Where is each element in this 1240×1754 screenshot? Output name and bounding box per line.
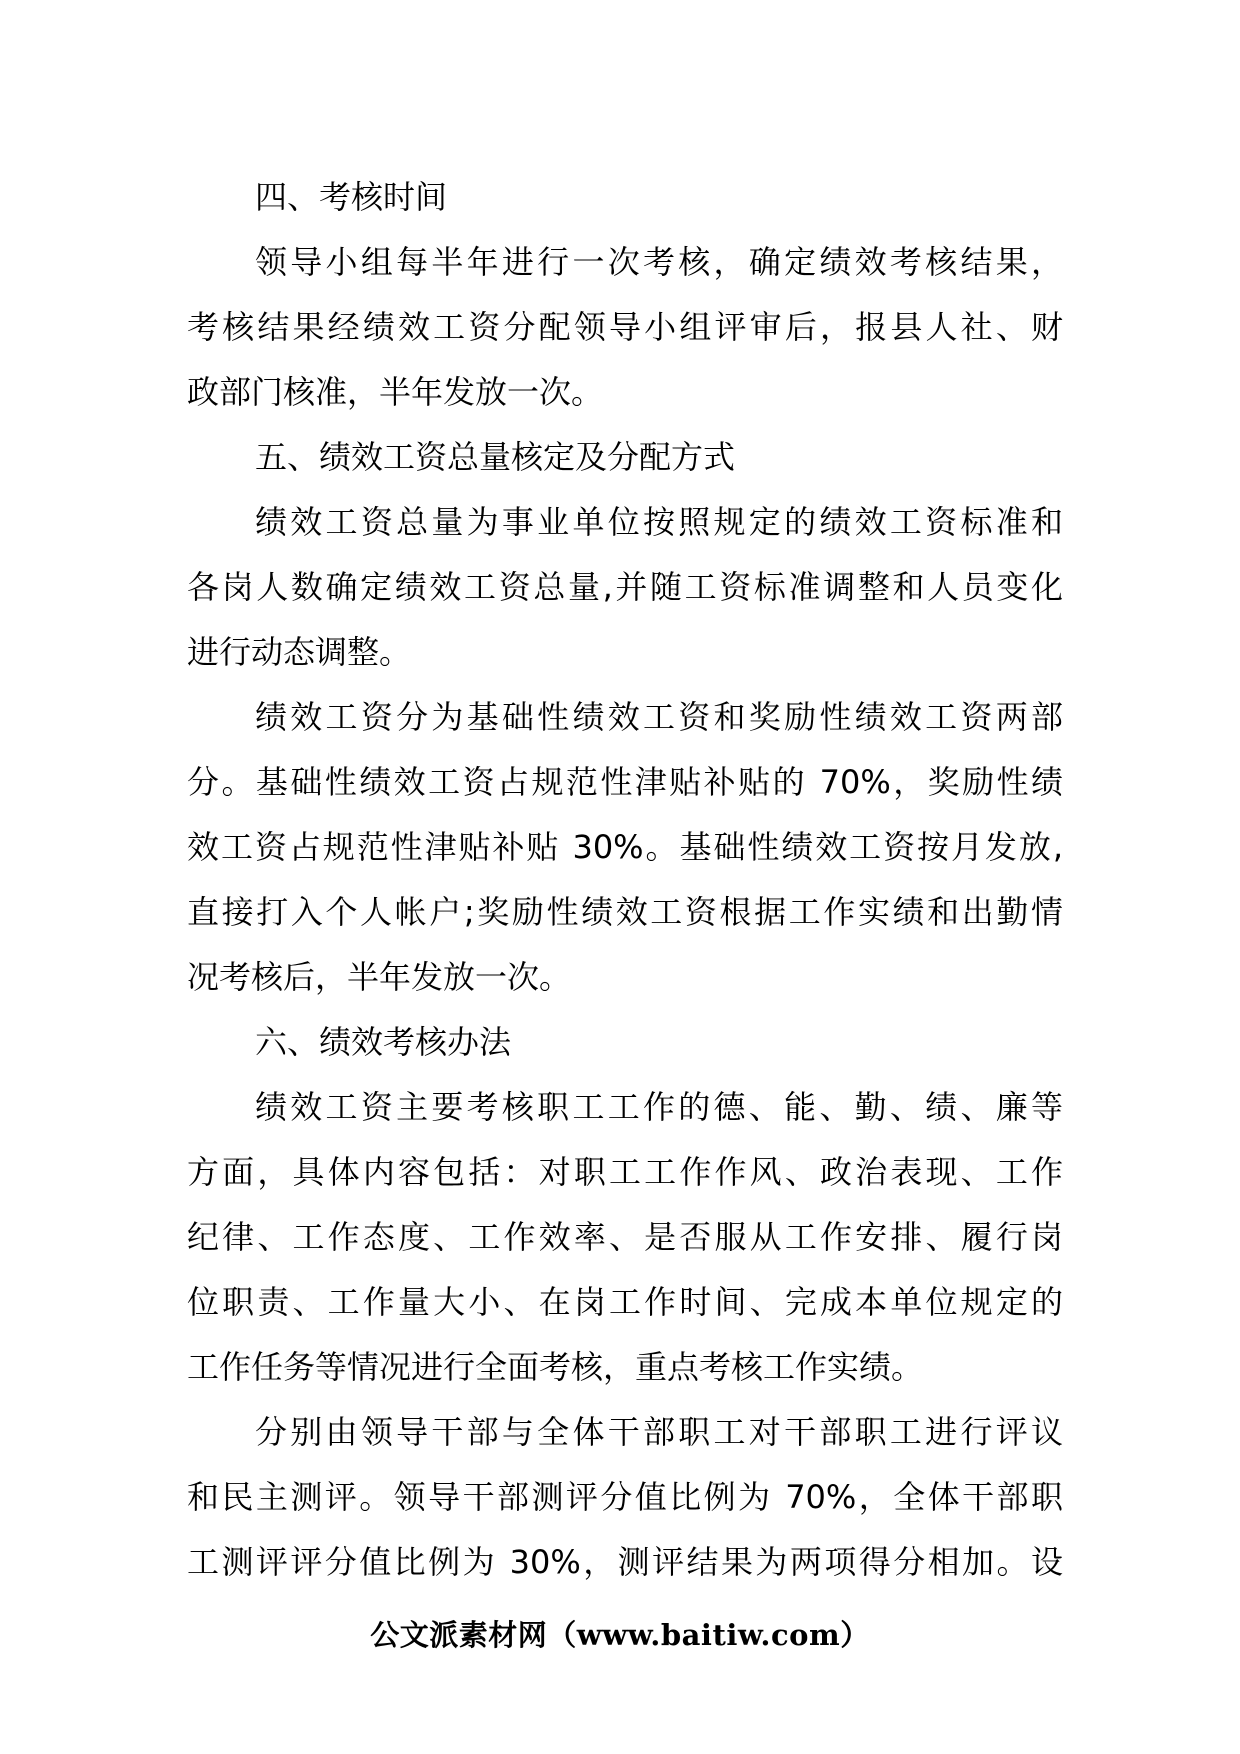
text-line: 和民主测评。领导干部测评分值比例为 70%，全体干部职 <box>187 1478 1063 1516</box>
document-body <box>187 165 1063 1595</box>
text-line: 分。基础性绩效工资占规范性津贴补贴的 70%，奖励性绩 <box>187 763 1063 801</box>
text-line: 方面，具体内容包括：对职工工作作风、政治表现、工作 <box>187 1153 1063 1191</box>
text-line: 各岗人数确定绩效工资总量,并随工资标准调整和人员变化 <box>187 568 1063 606</box>
footer-watermark: 公文派素材网（www.baitiw.com） <box>370 1618 870 1652</box>
text-line: 绩效工资主要考核职工工作的德、能、勤、绩、廉等 <box>255 1088 1063 1126</box>
text-line: 效工资占规范性津贴补贴 30%。基础性绩效工资按月发放, <box>187 828 1063 866</box>
text-line: 绩效工资分为基础性绩效工资和奖励性绩效工资两部 <box>255 698 1063 736</box>
text-line: 考核结果经绩效工资分配领导小组评审后，报县人社、财 <box>187 308 1063 346</box>
text-line: 工作任务等情况进行全面考核，重点考核工作实绩。 <box>187 1348 924 1386</box>
text-line: 况考核后，半年发放一次。 <box>187 958 572 996</box>
section-heading: 六、绩效考核办法 <box>255 1023 512 1061</box>
section-heading: 四、考核时间 <box>255 178 448 216</box>
text-line: 进行动态调整。 <box>187 633 412 671</box>
text-line: 政部门核准，半年发放一次。 <box>187 373 604 411</box>
text-line: 直接打入个人帐户;奖励性绩效工资根据工作实绩和出勤情 <box>187 893 1063 931</box>
text-line: 绩效工资总量为事业单位按照规定的绩效工资标准和 <box>255 503 1063 541</box>
text-line: 纪律、工作态度、工作效率、是否服从工作安排、履行岗 <box>187 1218 1063 1256</box>
text-line: 位职责、工作量大小、在岗工作时间、完成本单位规定的 <box>187 1283 1063 1321</box>
section-heading: 五、绩效工资总量核定及分配方式 <box>255 438 736 476</box>
text-line: 领导小组每半年进行一次考核，确定绩效考核结果， <box>255 243 1063 281</box>
text-line: 分别由领导干部与全体干部职工对干部职工进行评议 <box>255 1413 1063 1451</box>
text-line: 工测评评分值比例为 30%，测评结果为两项得分相加。设 <box>187 1543 1063 1581</box>
